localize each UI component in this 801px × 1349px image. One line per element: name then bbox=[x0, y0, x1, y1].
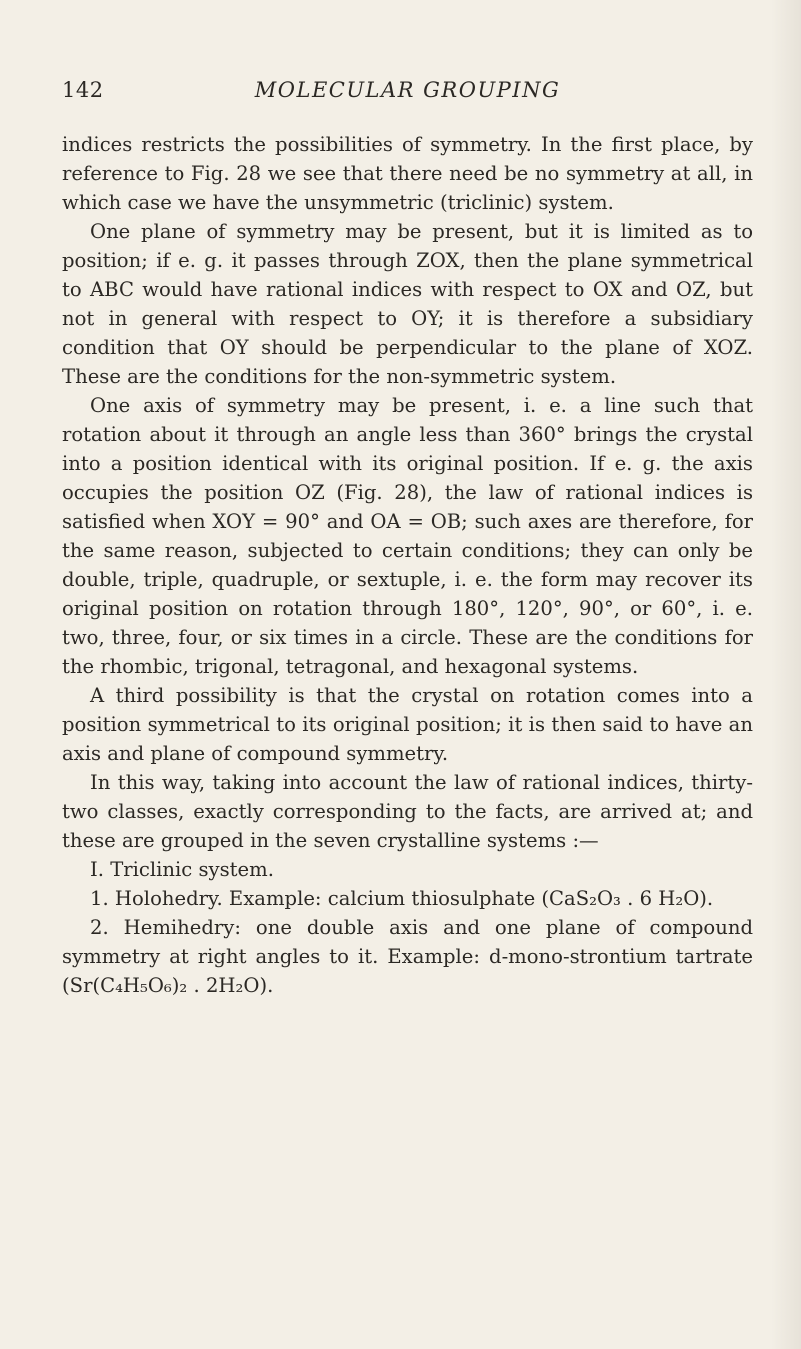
paragraph: In this way, taking into account the law of rational indices, thirty-two classes, exactly corresponding to the facts, are arrived at; and these are grouped in the seven crystalline systems :— bbox=[62, 771, 753, 852]
running-title: MOLECULAR GROUPING bbox=[254, 78, 561, 102]
paragraph: A third possibility is that the crystal on rotation comes into a position symmetrical to its original position; it is then said to have an axis and plane of compound symmetry. bbox=[62, 684, 753, 765]
list-item: 2. Hemihedry: one double axis and one plane of compound symmetry at right angles to it. Example: d-mono-strontium tartrate (Sr(C₄H₅O₆)₂ . 2H₂O). bbox=[62, 916, 753, 997]
paragraph: indices restricts the possibilities of symmetry. In the first place, by reference to Fig. 28 we see that there need be no symmetry at all, in which case we have the unsymmetric (triclinic) system. bbox=[62, 133, 753, 214]
body-text bbox=[62, 130, 753, 1000]
paragraph: One axis of symmetry may be present, i. e. a line such that rotation about it through an angle less than 360° brings the crystal into a position identical with its original position. If e. g. the axis occupies the position OZ (Fig. 28), the law of rational indices is satisfied when XOY = 90° and OA = OB; such axes are therefore, for the same reason, subjected to certain conditions; they can only be double, triple, quadruple, or sextuple, i. e. the form may recover its original position on rotation through 180°, 120°, 90°, or 60°, i. e. two, three, four, or six times in a circle. These are the conditions for the rhombic, trigonal, tetragonal, and hexagonal systems. bbox=[62, 394, 753, 678]
page-edge-shadow bbox=[771, 0, 801, 1349]
paragraph: One plane of symmetry may be present, but it is limited as to position; if e. g. it passes through ZOX, then the plane symmetrical to ABC would have rational indices with respect to OX and OZ, but not in general with respect to OY; it is therefore a subsidiary condition that OY should be perpendicular to the plane of XOZ. These are the conditions for the non-symmetric system. bbox=[62, 220, 753, 388]
page-header bbox=[62, 78, 753, 118]
section-heading: I. Triclinic system. bbox=[90, 858, 274, 881]
page-number: 142 bbox=[62, 78, 104, 102]
list-item: 1. Holohedry. Example: calcium thiosulphate (CaS₂O₃ . 6 H₂O). bbox=[90, 887, 714, 910]
